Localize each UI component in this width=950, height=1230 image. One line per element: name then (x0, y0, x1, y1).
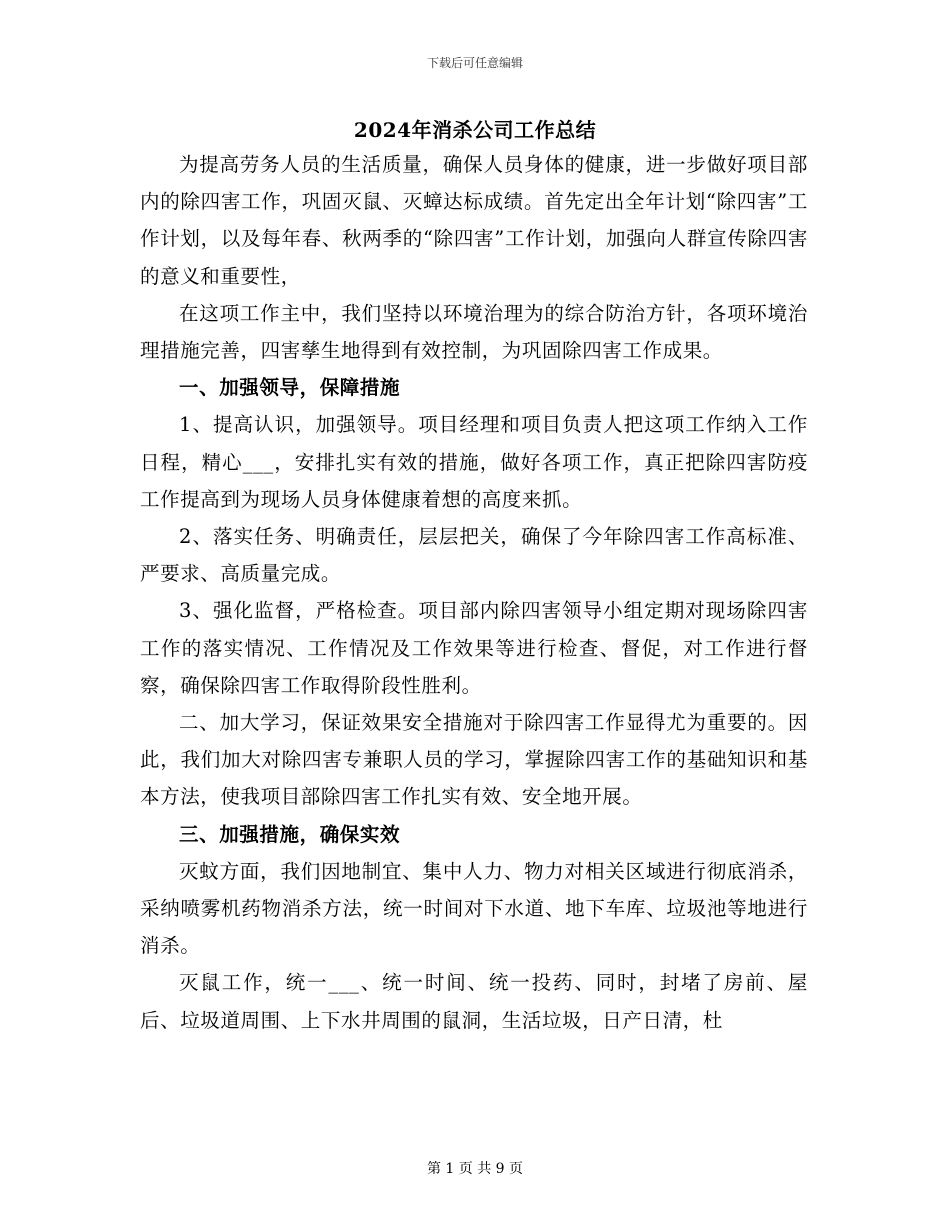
section-heading: 一、加强领导，保障措施 (179, 376, 401, 400)
paragraph: 2、落实任务、明确责任，层层把关，确保了今年除四害工作高标准、严要求、高质量完成。 (140, 525, 808, 586)
paragraph: 在这项工作主中，我们坚持以环境治理为的综合防治方针，各项环境治理措施完善，四害孳生地得到有效控制，为巩固除四害工作成果。 (140, 301, 808, 363)
page-footer: 第 1 页 共 9 页 (426, 1161, 524, 1177)
paragraph: 3、强化监督，严格检查。项目部内除四害领导小组定期对现场除四害工作的落实情况、工作情况及工作效果等进行检查、督促，对工作进行督察，确保除四害工作取得阶段性胜利。 (140, 599, 808, 697)
paragraph: 1、提高认识，加强领导。项目经理和项目负责人把这项工作纳入工作日程，精心___，安排扎实有效的措施，做好各项工作，真正把除四害防疫工作提高到为现场人员身体健康着想的高度来抓。 (140, 413, 808, 511)
document-body (140, 146, 808, 1039)
header-note: 下载后可任意编辑 (426, 56, 523, 70)
paragraph: 为提高劳务人员的生活质量，确保人员身体的健康，进一步做好项目部内的除四害工作，巩固灭鼠、灭蟑达标成绩。首先定出全年计划“除四害”工作计划，以及每年春、秋两季的“除四害”工作计划，加强向人群宣传除四害的意义和重要性， (140, 153, 808, 288)
paragraph: 灭鼠工作，统一___、统一时间、统一投药、同时，封堵了房前、屋后、垃圾道周围、上下水井周围的鼠洞，生活垃圾，日产日清，杜 (140, 971, 808, 1032)
paragraph: 灭蚊方面，我们因地制宜、集中人力、物力对相关区域进行彻底消杀，采纳喷雾机药物消杀方法，统一时间对下水道、地下车库、垃圾池等地进行消杀。 (140, 859, 808, 958)
document-title: 2024年消杀公司工作总结 (353, 118, 597, 142)
paragraph: 二、加大学习，保证效果安全措施对于除四害工作显得尤为重要的。因此，我们加大对除四害专兼职人员的学习，掌握除四害工作的基础知识和基本方法，使我项目部除四害工作扎实有效、安全地开展。 (140, 711, 808, 809)
section-heading: 三、加强措施，确保实效 (179, 822, 401, 846)
